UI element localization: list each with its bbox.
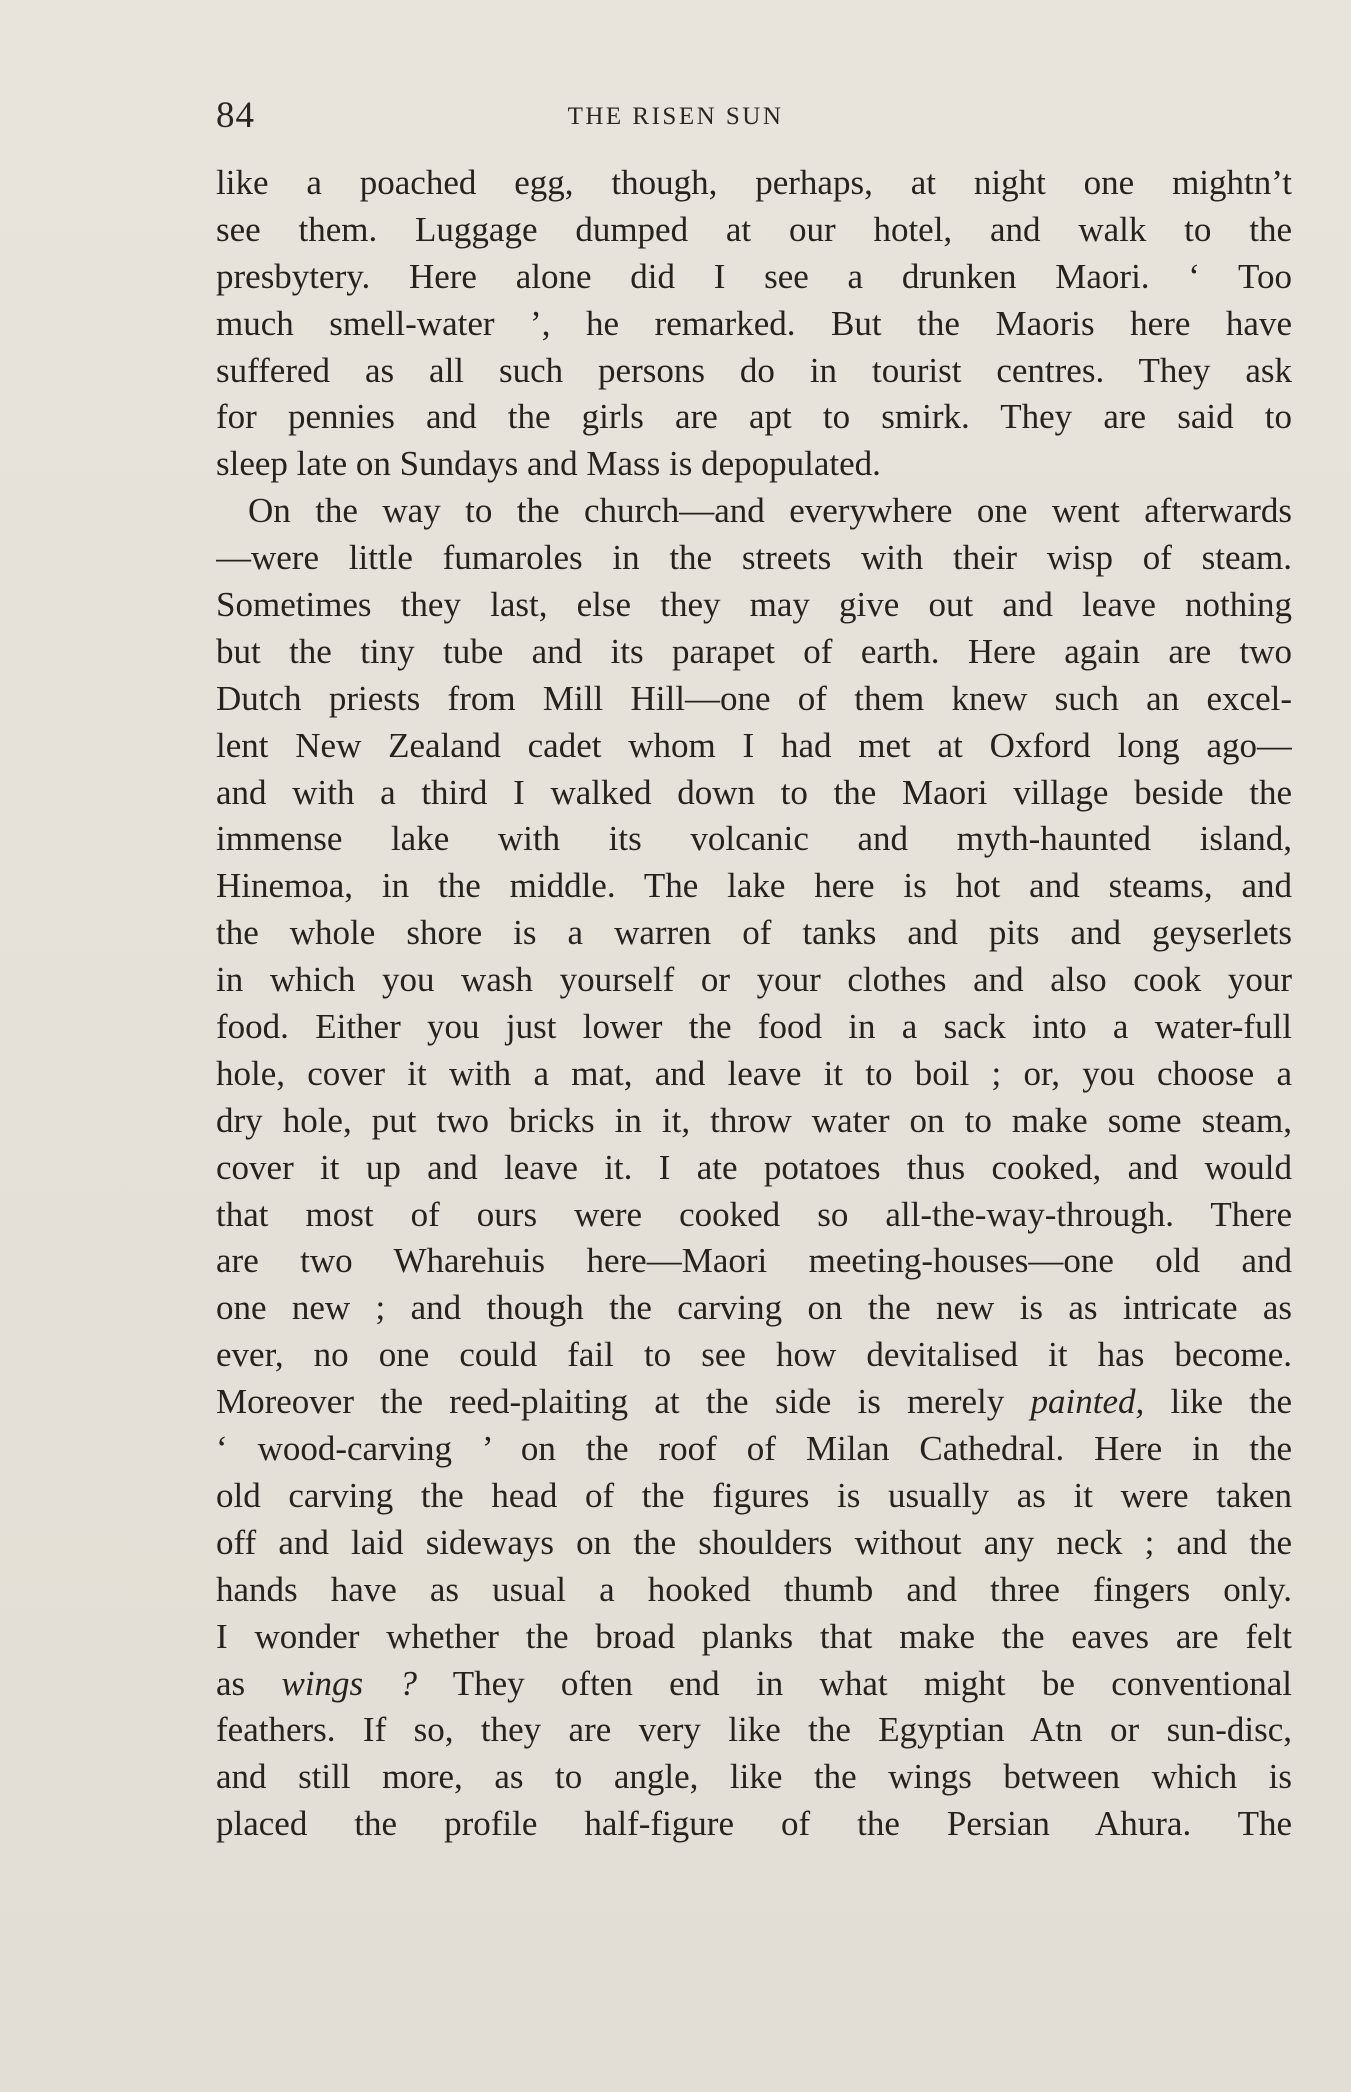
line-text-before: Moreover the reed-plaiting at the side is merely [216,1382,1005,1422]
text-line: placed the profile half-figure of the Persian Ahura. The [216,1804,1292,1844]
text-line: feathers. If so, they are very like the Egyptian Atn or sun-disc, [216,1710,1292,1750]
line-text-after: They often end in what might be conventional [452,1663,1292,1703]
text-line: hole, cover it with a mat, and leave it to boil ; or, you choose a [216,1053,1292,1093]
text-line: I wonder whether the broad planks that make the eaves are felt [216,1616,1292,1656]
text-line: and with a third I walked down to the Maori village beside the [216,772,1292,812]
text-line: that most of ours were cooked so all-the-way-through. There [216,1194,1292,1234]
text-line: suffered as all such persons do in tourist centres. They ask [216,350,1292,390]
page-number: 84 [216,95,255,136]
text-line: hands have as usual a hooked thumb and three fingers only. [216,1569,1292,1609]
text-line: Hinemoa, in the middle. The lake here is hot and steams, and [216,866,1292,906]
text-line: the whole shore is a warren of tanks and pits and geyserlets [216,913,1292,953]
text-line: ever, no one could fail to see how devitalised it has become. [216,1335,1292,1375]
text-line: —were little fumaroles in the streets with their wisp of steam. [216,538,1292,578]
text-line: for pennies and the girls are apt to smirk. They are said to [216,397,1292,437]
text-line: off and laid sideways on the shoulders without any neck ; and the [216,1522,1292,1562]
italic-word-painted: painted, [1030,1382,1145,1422]
italic-word-wings: wings ? [281,1663,417,1703]
text-line: lent New Zealand cadet whom I had met at Oxford long ago— [216,725,1292,765]
text-line: old carving the head of the figures is usually as it were taken [216,1475,1292,1515]
running-title: THE RISEN SUN [567,103,784,130]
paragraph-end-line: sleep late on Sundays and Mass is depopulated. [216,444,881,484]
text-line: immense lake with its volcanic and myth-haunted island, [216,819,1292,859]
text-line: are two Wharehuis here—Maori meeting-houses—one old and [216,1241,1292,1281]
line-text-before: as [216,1663,246,1703]
text-line: cover it up and leave it. I ate potatoes thus cooked, and would [216,1147,1292,1187]
paragraph-first-line: On the way to the church—and everywhere one went afterwards [248,491,1292,531]
text-line: food. Either you just lower the food in a sack into a water-full [216,1007,1292,1047]
text-line: Dutch priests from Mill Hill—one of them knew such an excel- [216,678,1292,718]
text-line: Sometimes they last, else they may give out and leave nothing [216,585,1292,625]
text-line-with-italic [216,1661,1292,1708]
text-line: and still more, as to angle, like the wings between which is [216,1757,1292,1797]
line-text-after: like the [1170,1382,1292,1422]
text-line: one new ; and though the carving on the new is as intricate as [216,1288,1292,1328]
text-line: but the tiny tube and its parapet of earth. Here again are two [216,631,1292,671]
text-line-with-italic [216,1379,1292,1426]
text-line: in which you wash yourself or your clothes and also cook your [216,960,1292,1000]
body-text [216,160,1292,1848]
text-line: like a poached egg, though, perhaps, at night one mightn’t [216,163,1292,202]
text-line: see them. Luggage dumped at our hotel, and walk to the [216,209,1292,249]
text-line: presbytery. Here alone did I see a drunken Maori. ‘ Too [216,256,1292,296]
text-line: much smell-water ’, he remarked. But the Maoris here have [216,303,1292,343]
text-line: ‘ wood-carving ’ on the roof of Milan Cathedral. Here in the [216,1429,1292,1469]
text-line: dry hole, put two bricks in it, throw water on to make some steam, [216,1100,1292,1140]
